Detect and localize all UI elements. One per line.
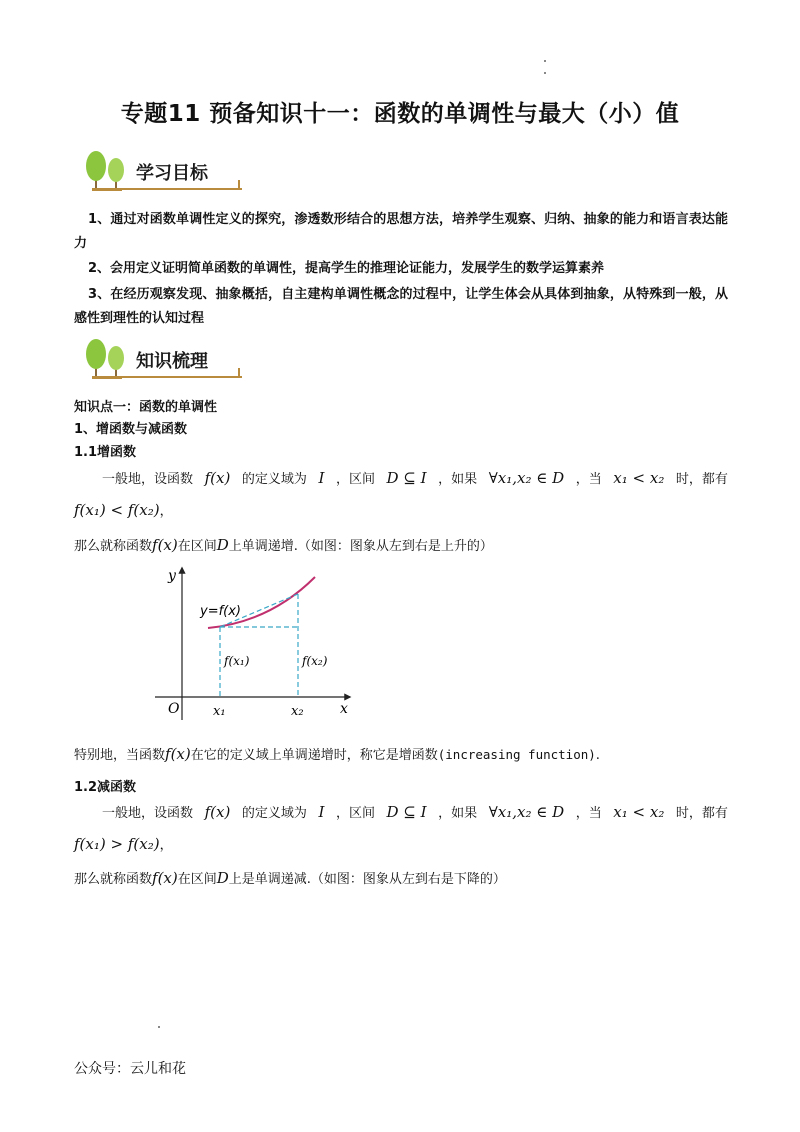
increasing-function-graph: [150, 560, 360, 730]
math-condition: x₁ < x₂: [613, 469, 665, 487]
text: ，: [159, 838, 173, 853]
text: .: [595, 748, 600, 763]
knowledge-point-heading: 知识点一：函数的单调性: [74, 400, 218, 415]
definition-line: [74, 468, 728, 487]
text: 的定义域为: [241, 806, 307, 821]
text: 上单调递增.（如图：图象从左到右是上升的）: [228, 539, 493, 554]
footer-account: 公众号：云儿和花: [74, 1061, 186, 1077]
divider: [238, 368, 240, 378]
x-axis-label: x: [340, 701, 348, 717]
curve-label: y=f(x): [200, 604, 241, 619]
subheading: 1、增函数与减函数: [74, 422, 188, 437]
math-I: I: [318, 469, 325, 487]
definition-result: [74, 500, 173, 519]
conclusion-line: [74, 535, 493, 554]
math-result: f(x₁) < f(x₂): [74, 501, 160, 519]
math-fx: f(x): [204, 803, 231, 821]
function-curve: [208, 577, 315, 628]
text: 的定义域为: [241, 472, 307, 487]
section-header-knowledge: [78, 338, 248, 386]
text: 在区间: [177, 872, 217, 887]
math-result: f(x₁) > f(x₂): [74, 835, 160, 853]
math-fx: f(x): [204, 469, 231, 487]
speck: [544, 72, 546, 74]
divider: [92, 376, 242, 378]
divider: [238, 180, 240, 190]
fx2-label: f(x₂): [302, 654, 328, 668]
math-fx: f(x): [152, 869, 178, 887]
text: 一般地，设函数: [102, 806, 194, 821]
text: 时，都有: [675, 472, 728, 487]
english-term: (increasing function): [437, 747, 596, 762]
text: 那么就称函数: [74, 539, 153, 554]
section-header-goals: [78, 150, 248, 198]
text: 在它的定义域上单调递增时，称它是增函数: [190, 748, 438, 763]
divider: [92, 188, 242, 190]
text: ，当: [575, 806, 602, 821]
x2-label: x₂: [291, 704, 304, 719]
goal-item: 3、在经历观察发现、抽象概括，自主建构单调性概念的过程中，让学生体会从具体到抽象，从特殊到一般，从感性到理性的认知过程: [74, 287, 728, 326]
math-fx: f(x): [165, 745, 191, 763]
y-axis-label: y: [168, 568, 176, 584]
text: 上是单调递减.（如图：图象从左到右是下降的）: [228, 872, 506, 887]
origin-label: O: [168, 701, 180, 717]
text: ，如果: [438, 806, 478, 821]
conclusion-line: [74, 868, 506, 887]
math-I: I: [318, 803, 325, 821]
text: ，区间: [335, 472, 375, 487]
text: ，区间: [335, 806, 375, 821]
math-D: D: [216, 869, 229, 887]
text: 一般地，设函数: [102, 472, 194, 487]
math-condition: x₁ < x₂: [613, 803, 665, 821]
text: ，当: [575, 472, 602, 487]
page-title: 专题11 预备知识十一：函数的单调性与最大（小）值: [120, 101, 680, 127]
section-label: 学习目标: [136, 163, 208, 184]
subheading: 1.1增函数: [74, 445, 137, 460]
math-D: D: [216, 536, 229, 554]
math-subset: D ⊆ I: [386, 803, 427, 821]
x1-label: x₁: [213, 704, 226, 719]
math-subset: D ⊆ I: [386, 469, 427, 487]
text: ，如果: [438, 472, 478, 487]
text: ，: [159, 504, 173, 519]
math-forall: ∀x₁,x₂ ∈ D: [488, 469, 565, 487]
goal-item: 1、通过对函数单调性定义的探究，渗透数形结合的思想方法，培养学生观察、归纳、抽象的能力和语言表达能力: [74, 212, 728, 251]
goal-item: 2、会用定义证明简单函数的单调性，提高学生的推理论证能力，发展学生的数学运算素养: [88, 261, 605, 276]
definition-result: [74, 834, 173, 853]
definition-line: [74, 802, 728, 821]
special-note: [74, 744, 600, 763]
text: 在区间: [177, 539, 217, 554]
fx1-label: f(x₁): [224, 654, 250, 668]
text: 特别地，当函数: [74, 748, 166, 763]
speck: [544, 60, 546, 62]
math-fx: f(x): [152, 536, 178, 554]
text: 时，都有: [675, 806, 728, 821]
math-forall: ∀x₁,x₂ ∈ D: [488, 803, 565, 821]
text: 那么就称函数: [74, 872, 153, 887]
subheading: 1.2减函数: [74, 780, 137, 795]
speck: [158, 1026, 160, 1028]
section-label: 知识梳理: [136, 351, 208, 372]
